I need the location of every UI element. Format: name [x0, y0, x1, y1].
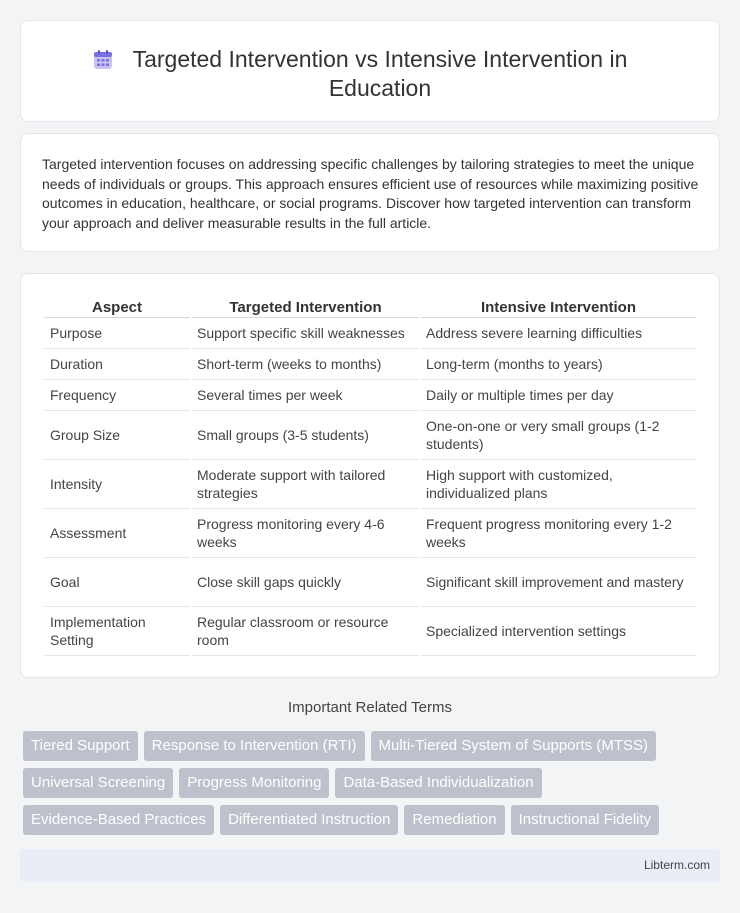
- table-cell: Specialized intervention settings: [421, 607, 696, 656]
- table-row: [44, 460, 696, 509]
- table-cell: Frequent progress monitoring every 1-2 weeks: [421, 509, 696, 558]
- table-row: [44, 558, 696, 607]
- term-tag[interactable]: Evidence-Based Practices: [23, 805, 214, 835]
- term-tag[interactable]: Differentiated Instruction: [220, 805, 398, 835]
- intro-card: [20, 133, 720, 252]
- table-cell: Purpose: [44, 318, 190, 349]
- table-cell: Address severe learning difficulties: [421, 318, 696, 349]
- page-title: Targeted Intervention vs Intensive Intervention in Education: [132, 46, 628, 101]
- table-cell: Progress monitoring every 4-6 weeks: [192, 509, 419, 558]
- table-row: [44, 318, 696, 349]
- table-header-row: [44, 296, 696, 318]
- header-intensive: Intensive Intervention: [421, 296, 696, 318]
- term-tag[interactable]: Instructional Fidelity: [511, 805, 660, 835]
- term-tag[interactable]: Multi-Tiered System of Supports (MTSS): [371, 731, 657, 761]
- related-terms: [23, 731, 713, 842]
- table-cell: Duration: [44, 349, 190, 380]
- table-cell: Frequency: [44, 380, 190, 411]
- footer: [20, 849, 720, 882]
- term-tag[interactable]: Response to Intervention (RTI): [144, 731, 365, 761]
- table-row: [44, 509, 696, 558]
- title-card: [20, 20, 720, 122]
- term-row: [23, 768, 713, 798]
- footer-brand[interactable]: Libterm.com: [643, 858, 710, 872]
- term-tag[interactable]: Data-Based Individualization: [335, 768, 541, 798]
- table-cell: Small groups (3-5 students): [192, 411, 419, 460]
- header-aspect: Aspect: [44, 296, 190, 318]
- table-row: [44, 411, 696, 460]
- table-cell: Group Size: [44, 411, 190, 460]
- table-cell: Goal: [44, 558, 190, 607]
- comparison-table: [42, 296, 698, 656]
- table-cell: Daily or multiple times per day: [421, 380, 696, 411]
- term-tag[interactable]: Progress Monitoring: [179, 768, 329, 798]
- table-row: [44, 607, 696, 656]
- term-tag[interactable]: Tiered Support: [23, 731, 138, 761]
- table-cell: Moderate support with tailored strategies: [192, 460, 419, 509]
- table-cell: High support with customized, individualized plans: [421, 460, 696, 509]
- table-cell: Assessment: [44, 509, 190, 558]
- comparison-card: [20, 273, 720, 678]
- table-cell: Several times per week: [192, 380, 419, 411]
- term-tag[interactable]: Universal Screening: [23, 768, 173, 798]
- table-cell: Long-term (months to years): [421, 349, 696, 380]
- table-cell: Significant skill improvement and mastery: [421, 558, 696, 607]
- table-cell: Implementation Setting: [44, 607, 190, 656]
- intro-paragraph: Targeted intervention focuses on addressing specific challenges by tailoring strategies to meet the unique needs of individuals or groups. This approach ensures efficient use of resources while maximizing positive outcomes in education, healthcare, or social programs. Discover how targeted intervention can transform your approach and deliver measurable results in the full article.: [42, 156, 699, 231]
- table-cell: Support specific skill weaknesses: [192, 318, 419, 349]
- table-row: [44, 349, 696, 380]
- header-targeted: Targeted Intervention: [192, 296, 419, 318]
- term-row: [23, 731, 713, 761]
- table-cell: Short-term (weeks to months): [192, 349, 419, 380]
- table-cell: Intensity: [44, 460, 190, 509]
- term-row: [23, 805, 713, 835]
- term-tag[interactable]: Remediation: [404, 805, 504, 835]
- related-terms-title: Important Related Terms: [288, 699, 452, 716]
- table-cell: One-on-one or very small groups (1-2 students): [421, 411, 696, 460]
- table-cell: Regular classroom or resource room: [192, 607, 419, 656]
- table-cell: Close skill gaps quickly: [192, 558, 419, 607]
- table-row: [44, 380, 696, 411]
